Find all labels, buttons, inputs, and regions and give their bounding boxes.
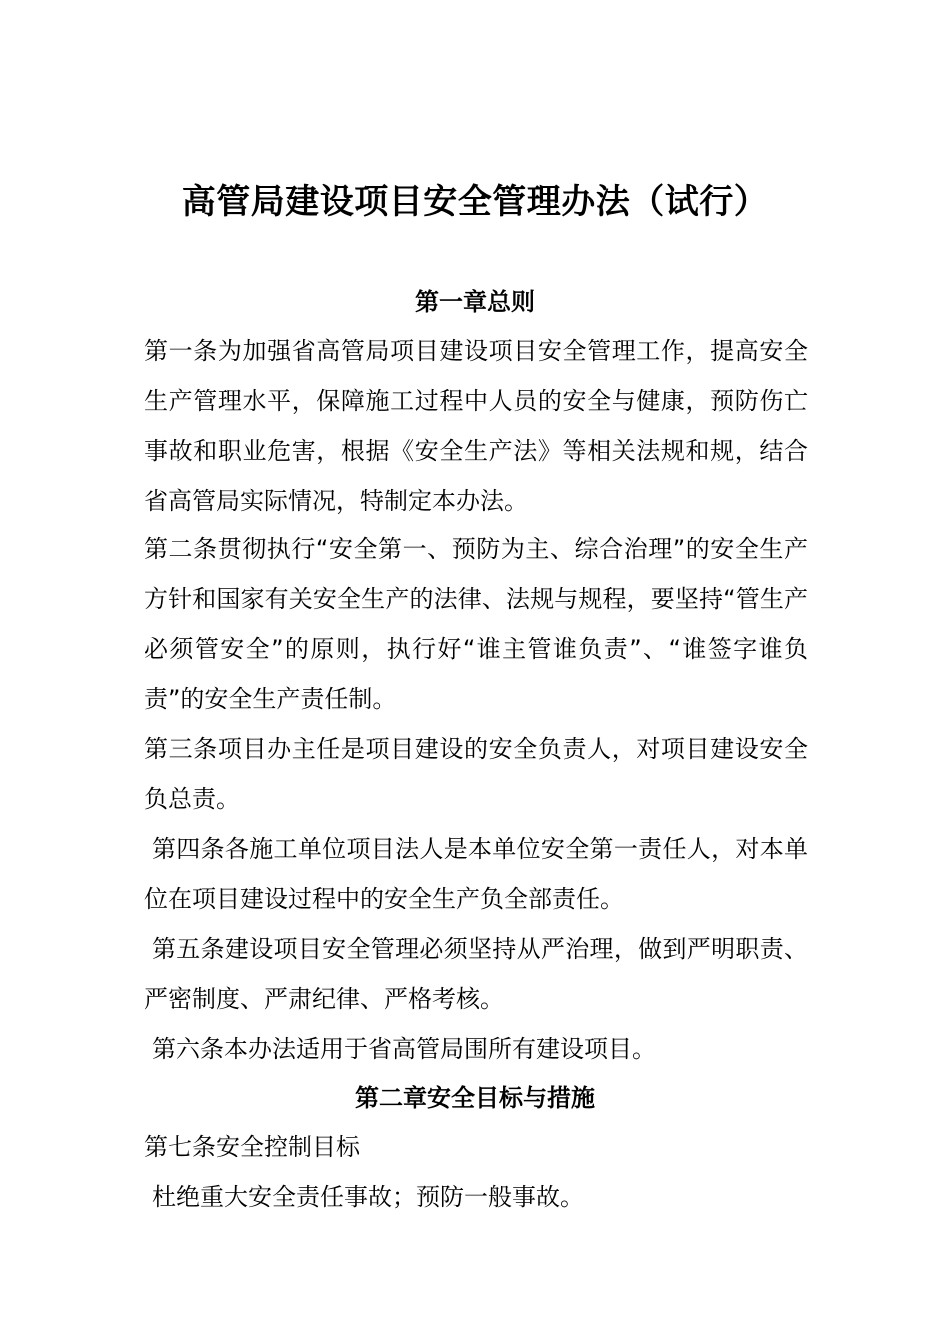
document-title: 高管局建设项目安全管理办法（试行）: [181, 182, 769, 222]
article-7-goal: 杜绝重大安全责任事故；预防一般事故。: [152, 1183, 584, 1211]
article-1: 第一条为加强省高管局项目建设项目安全管理工作，提高安全生产管理水平，保障施工过程中人员的安全与健康，预防伤亡事故和职业危害，根据《安全生产法》等相关法规和规，结合省高管局实际情况，特制定本办法。: [144, 337, 808, 515]
article-3: 第三条项目办主任是项目建设的安全负责人，对项目建设安全负总责。: [144, 735, 808, 813]
article-6: 第六条本办法适用于省高管局围所有建设项目。: [152, 1035, 656, 1063]
article-5: 第五条建设项目安全管理必须坚持从严治理，做到严明职责、严密制度、严肃纪律、严格考核。: [144, 935, 808, 1013]
chapter-2-heading: 第二章安全目标与措施: [355, 1084, 595, 1112]
article-2: 第二条贯彻执行“安全第一、预防为主、综合治理”的安全生产方针和国家有关安全生产的法律、法规与规程，要坚持“管生产必须管安全”的原则，执行好“谁主管谁负责”、“谁签字谁负责”的安全生产责任制。: [144, 535, 808, 713]
article-7: 第七条安全控制目标: [144, 1133, 360, 1161]
chapter-1-heading: 第一章总则: [415, 288, 535, 316]
article-4: 第四条各施工单位项目法人是本单位安全第一责任人，对本单位在项目建设过程中的安全生产负全部责任。: [144, 835, 808, 913]
